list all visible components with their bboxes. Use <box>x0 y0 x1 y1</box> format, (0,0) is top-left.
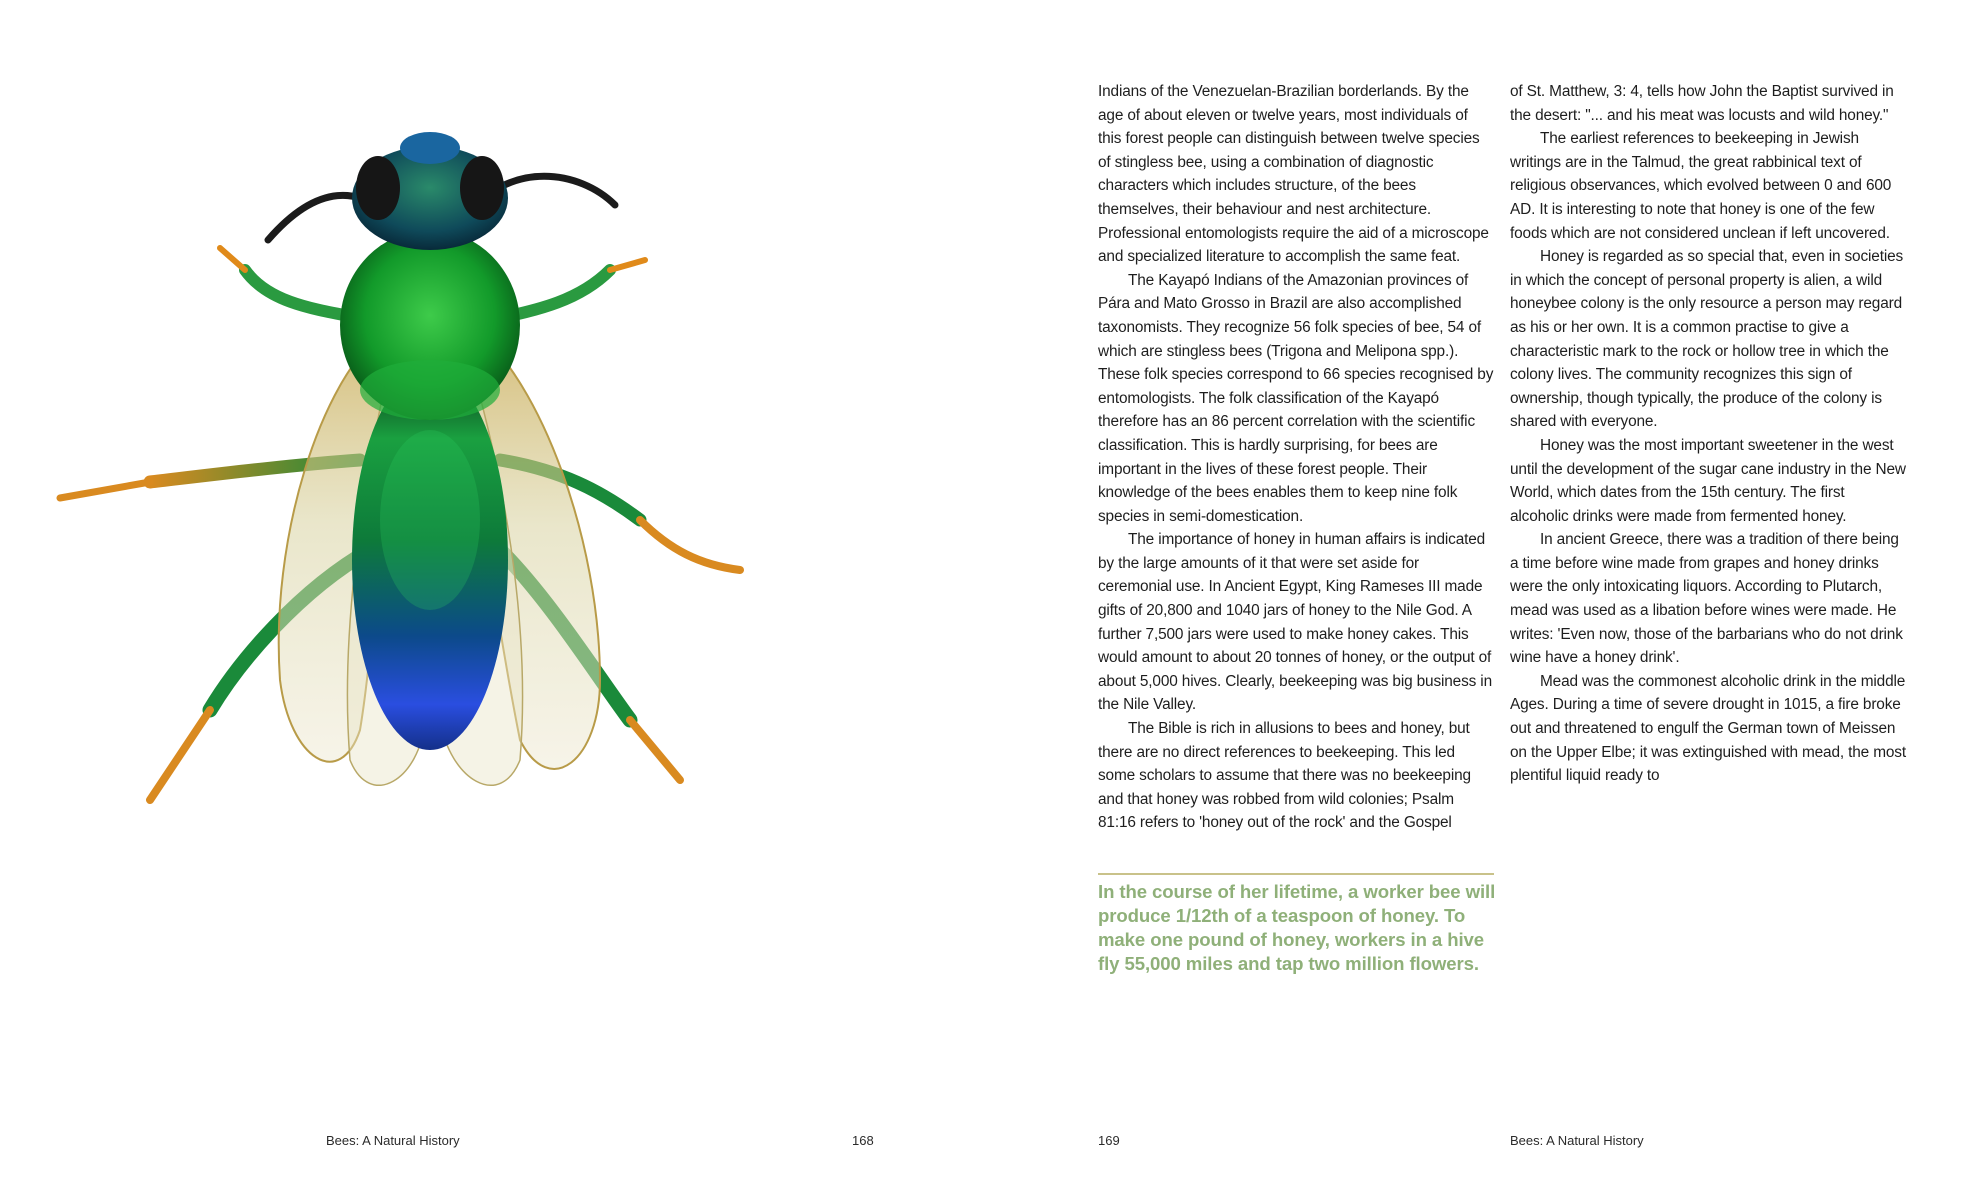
page-number-right: 169 <box>1098 1133 1120 1148</box>
running-title-right: Bees: A Natural History <box>1510 1133 1644 1148</box>
paragraph: In ancient Greece, there was a tradition of there being a time before wine made from grapes and honey drinks were the only intoxicating liquors. According to Plutarch, mead was used as a libation before wines were made. He writes: 'Even now, those of the barbarians who do not drink wine have a honey drink'. <box>1510 531 1903 667</box>
paragraph: Honey was the most important sweetener in the west until the development of the sugar cane industry in the New World, which dates from the 15th century. The first alcoholic drinks were made from fermented honey. <box>1510 436 1906 525</box>
pull-quote-text: In the course of her lifetime, a worker bee will produce 1/12th of a teaspoon of honey. To make one pound of honey, workers in a hive fly 55,000 miles and tap two million flowers. <box>1098 881 1496 974</box>
paragraph: The earliest references to beekeeping in Jewish writings are in the Talmud, the great rabbinical text of religious observances, which evolved between 0 and 600 AD. It is interesting to note that honey is one of the few foods which are not considered unclean if left uncovered. <box>1510 130 1892 242</box>
paragraph: of St. Matthew, 3: 4, tells how John the Baptist survived in the desert: "... and his meat was locusts and wild honey." <box>1510 83 1894 124</box>
pull-quote <box>1098 880 1498 976</box>
text-column-2 <box>1510 80 1906 788</box>
pull-quote-divider <box>1098 873 1494 875</box>
paragraph: The Bible is rich in allusions to bees and honey, but there are no direct references to beekeeping. This led some scholars to assume that there was no beekeeping and that honey was robbed from wild colonies; Psalm 81:16 refers to 'honey out of the rock' and the Gospel <box>1098 720 1471 832</box>
paragraph: The importance of honey in human affairs is indicated by the large amounts of it that were set aside for ceremonial use. In Ancient Egypt, King Rameses III made gifts of 20,800 and 1040 jars of honey to the Nile God. A further 7,500 jars were used to make honey cakes. This would amount to about 20 tonnes of honey, or the output of about 5,000 hives. Clearly, beekeeping was big business in the Nile Valley. <box>1098 531 1492 714</box>
paragraph: Mead was the commonest alcoholic drink in the middle Ages. During a time of severe drought in 1015, a fire broke out and threatened to engulf the German town of Meissen on the Upper Elbe; it was extinguished with mead, the most plentiful liquid ready to <box>1510 672 1906 785</box>
running-title-left: Bees: A Natural History <box>326 1133 460 1148</box>
text-column-1 <box>1098 80 1494 835</box>
bee-photo <box>40 120 900 900</box>
paragraph: Indians of the Venezuelan-Brazilian borderlands. By the age of about eleven or twelve years, most individuals of this forest people can distinguish between twelve species of stingless bee, using a combination of diagnostic characters which includes structure, of the bees themselves, their behaviour and nest architecture. Professional entomologists require the aid of a microscope and specialized literature to accomplish the same feat. <box>1098 83 1489 266</box>
page-number-left: 168 <box>852 1133 874 1148</box>
paragraph: Honey is regarded as so special that, even in societies in which the concept of personal property is alien, a wild honeybee colony is the only resource a person may regard as his or her own. It is a common practise to give a characteristic mark to the rock or hollow tree in which the colony lives. The community recognizes this sign of ownership, though typically, the produce of the colony is shared with everyone. <box>1510 248 1904 431</box>
paragraph: The Kayapó Indians of the Amazonian provinces of Pára and Mato Grosso in Brazil are also accomplished taxonomists. They recognize 56 folk species of bee, 54 of which are stingless bees (Trigona and Melipona spp.). These folk species correspond to 66 species recognised by entomologists. The folk classification of the Kayapó therefore has an 86 percent correlation with the scientific classification. This is hardly surprising, for bees are important in the lives of these forest people. Their knowledge of the bees enables them to keep nine folk species in semi-domestication. <box>1098 271 1494 525</box>
